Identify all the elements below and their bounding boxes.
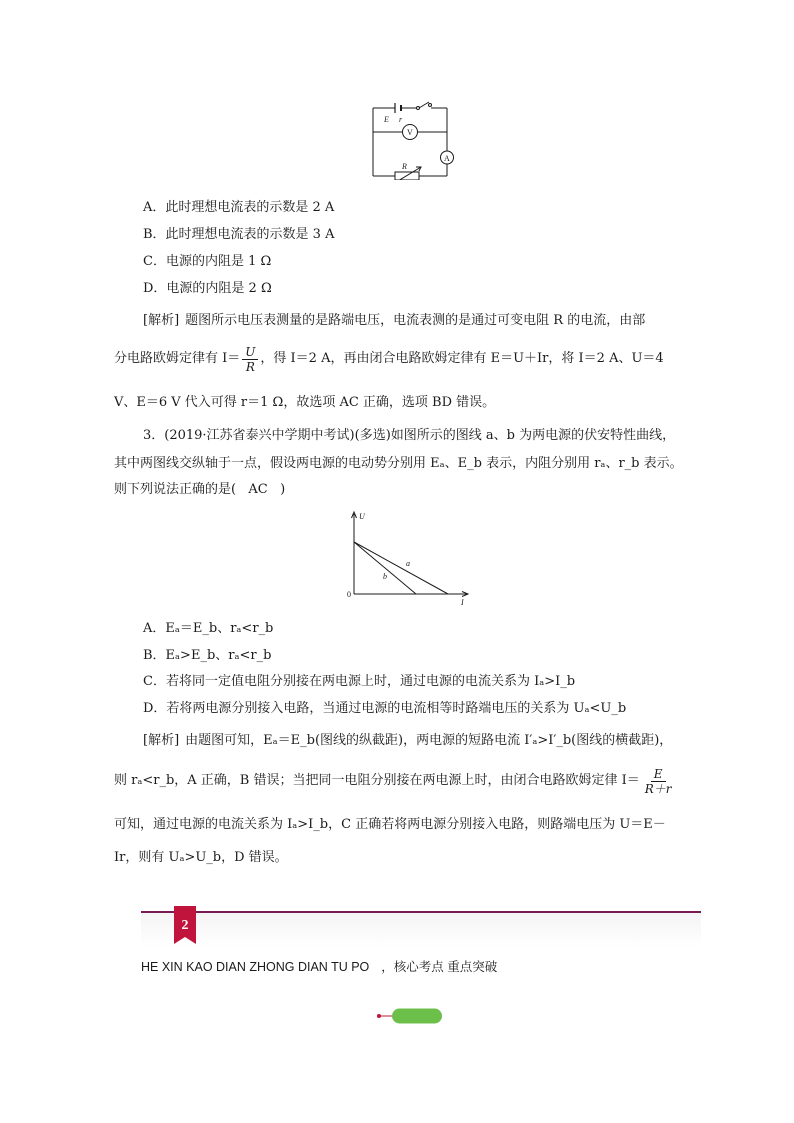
fraction-denominator: R bbox=[245, 359, 255, 374]
q2-option-b: B．此时理想电流表的示数是 3 A bbox=[143, 227, 335, 242]
emf-label: E bbox=[384, 115, 389, 124]
voltmeter-label: V bbox=[407, 128, 413, 137]
analysis-tag: [解析] bbox=[143, 733, 180, 748]
axis-u-label: U bbox=[359, 512, 365, 521]
q3-analysis-line-1 bbox=[143, 732, 672, 750]
section-header-background bbox=[141, 913, 701, 947]
line-a bbox=[354, 542, 448, 594]
q2-analysis-line-2 bbox=[114, 342, 664, 376]
ui-graph bbox=[342, 508, 474, 608]
analysis-text: 题图所示电压表测量的是路端电压，电流表测的是通过可变电阻 R 的电流，由部 bbox=[185, 313, 646, 328]
section-number: 2 bbox=[181, 918, 189, 933]
stem-text: ) bbox=[280, 482, 286, 497]
rheostat-label: R bbox=[402, 162, 407, 171]
q3-option-d: D．若将两电源分别接入电路，当通过电源的电流相等时路端电压的关系为 Uₐ<U_b bbox=[143, 701, 627, 716]
q3-option-c: C．若将同一定值电阻分别接在两电源上时，通过电源的电流关系为 Iₐ>I_b bbox=[143, 674, 576, 689]
analysis-text: ，得 I＝2 A，再由闭合电路欧姆定律有 E＝U＋Ir，将 I＝2 A、U＝4 bbox=[260, 351, 664, 366]
line-b bbox=[354, 542, 416, 594]
q3-stem-line-2: 其中两图线交纵轴于一点，假设两电源的电动势分别用 Eₐ、E_b 表示，内阻分别用 rₐ、r_b 表示。 bbox=[114, 456, 683, 471]
q2-analysis-line-3: V、E＝6 V 代入可得 r＝1 Ω，故选项 AC 正确，选项 BD 错误。 bbox=[114, 395, 496, 410]
section-title bbox=[141, 958, 497, 976]
internal-resistance-label: r bbox=[399, 115, 403, 124]
line-a-label: a bbox=[406, 559, 410, 568]
q3-analysis-line-2 bbox=[114, 763, 677, 799]
q3-option-a: A．Eₐ＝E_b、rₐ<r_b bbox=[143, 621, 274, 636]
q3-stem-line-3 bbox=[114, 481, 285, 499]
q2-option-c: C．电源的内阻是 1 Ω bbox=[143, 254, 272, 269]
answer-blank: AC bbox=[248, 482, 268, 497]
section-pinyin: HE XIN KAO DIAN ZHONG DIAN TU PO bbox=[141, 960, 370, 974]
section-number-badge bbox=[174, 906, 196, 944]
page-indicator bbox=[376, 1008, 444, 1024]
ammeter-label: A bbox=[444, 154, 450, 163]
fraction-denominator: R＋r bbox=[644, 781, 672, 796]
q2-option-d: D．电源的内阻是 2 Ω bbox=[143, 281, 272, 296]
q2-option-a: A．此时理想电流表的示数是 2 A bbox=[143, 200, 335, 215]
analysis-text: 分电路欧姆定律有 I＝ bbox=[114, 351, 241, 366]
stem-text: 则下列说法正确的是( bbox=[114, 482, 237, 497]
q3-stem-line-1: 3．(2019·江苏省泰兴中学期中考试)(多选)如图所示的图线 a、b 为两电源的伏安特性曲线， bbox=[143, 428, 676, 443]
section-divider bbox=[141, 911, 701, 913]
q3-analysis-line-3: 可知，通过电源的电流关系为 Iₐ>I_b，C 正确若将两电源分别接入电路，则路端电压为 U＝E－ bbox=[114, 817, 666, 832]
analysis-tag: [解析] bbox=[143, 313, 180, 328]
closed-circuit-fraction bbox=[642, 767, 675, 796]
line-b-label: b bbox=[383, 572, 387, 581]
axis-i-label: I bbox=[461, 598, 464, 607]
analysis-text: 则 rₐ<r_b，A 正确，B 错误；当把同一电阻分别接在两电源上时，由闭合电路欧姆定律 I＝ bbox=[114, 773, 640, 788]
q2-analysis-line-1 bbox=[143, 312, 645, 330]
fraction-numerator: U bbox=[242, 345, 258, 360]
q3-analysis-line-4: Ir，则有 Uₐ>U_b，D 错误。 bbox=[114, 850, 288, 865]
circuit-diagram bbox=[365, 96, 455, 180]
origin-label: 0 bbox=[347, 590, 351, 599]
ohm-law-fraction bbox=[242, 345, 258, 374]
analysis-text: 由题图可知，Eₐ＝E_b(图线的纵截距)，两电源的短路电流 I′ₐ>I′_b(图线的横截距)， bbox=[185, 733, 673, 748]
section-title-text: ，核心考点 重点突破 bbox=[381, 960, 498, 974]
q3-option-b: B．Eₐ>E_b、rₐ<r_b bbox=[143, 648, 272, 663]
fraction-numerator: E bbox=[651, 767, 666, 782]
